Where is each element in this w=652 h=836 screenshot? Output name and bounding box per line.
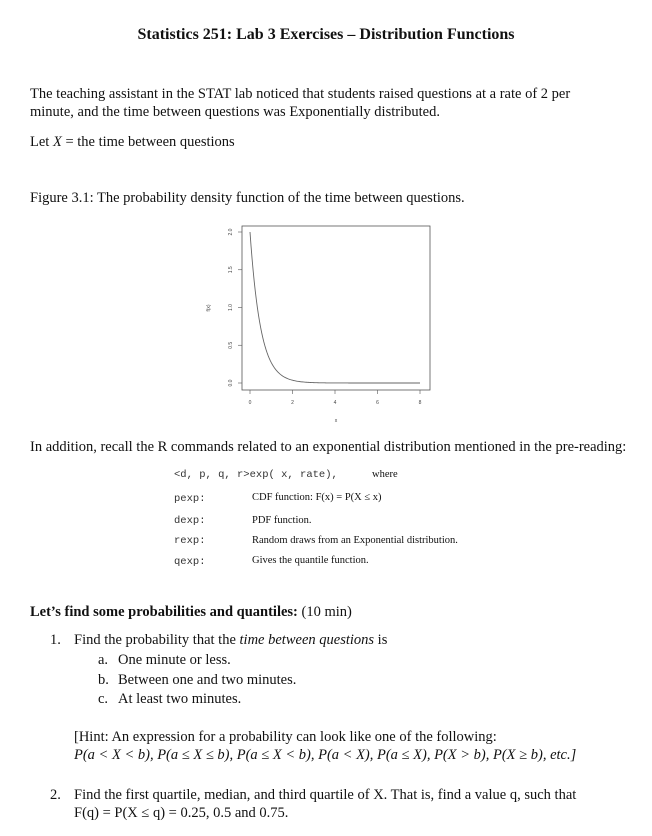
q1b-label: b. bbox=[98, 672, 109, 688]
recall-text: In addition, recall the R commands related to an exponential distribution mentioned in the pre-reading: bbox=[30, 439, 627, 455]
x-tick-label: 6 bbox=[376, 400, 379, 406]
hint-line-2: P(a < X < b), P(a ≤ X ≤ b), P(a ≤ X < b), P(a < X), P(a ≤ X), P(X > b), P(X ≥ b), etc.] bbox=[74, 747, 577, 763]
y-tick-label: 0.0 bbox=[228, 379, 234, 387]
q2-line-1: Find the first quartile, median, and third quartile of X. That is, find a value q, such that bbox=[74, 787, 577, 803]
r-syntax: <d, p, q, r>exp( x, rate), bbox=[174, 469, 338, 481]
cmd-rexp: rexp: bbox=[174, 535, 206, 547]
q1a-text: One minute or less. bbox=[118, 652, 231, 668]
let-definition bbox=[30, 134, 235, 151]
y-axis-ticks bbox=[228, 228, 242, 386]
y-tick-label: 0.5 bbox=[228, 341, 234, 349]
cmd-pexp: pexp: bbox=[174, 493, 206, 505]
q2-number: 2. bbox=[50, 787, 61, 803]
q2-line-2: F(q) = P(X ≤ q) = 0.25, 0.5 and 0.75. bbox=[74, 805, 289, 821]
desc-pexp: CDF function: F(x) = P(X ≤ x) bbox=[252, 492, 382, 503]
desc-rexp: Random draws from an Exponential distribution. bbox=[252, 535, 458, 546]
section-heading bbox=[30, 604, 352, 621]
q1-text-post: is bbox=[374, 632, 388, 648]
q1c-label: c. bbox=[98, 691, 109, 707]
pdf-chart bbox=[190, 218, 440, 433]
hint-line-1: [Hint: An expression for a probability can look like one of the following: bbox=[74, 729, 497, 745]
y-tick-label: 1.0 bbox=[228, 304, 234, 311]
section-time: (10 min) bbox=[297, 604, 352, 620]
x-tick-label: 0 bbox=[248, 400, 252, 406]
cmd-dexp: dexp: bbox=[174, 515, 206, 527]
x-tick-label: 4 bbox=[333, 400, 337, 406]
x-axis-ticks bbox=[249, 390, 422, 406]
let-variable: X bbox=[52, 134, 62, 150]
r-where: where bbox=[372, 469, 398, 480]
let-prefix: Let bbox=[30, 134, 53, 150]
cmd-qexp: qexp: bbox=[174, 556, 206, 568]
x-tick-label: 2 bbox=[291, 400, 294, 406]
figure-caption: Figure 3.1: The probability density function of the time between questions. bbox=[30, 190, 465, 206]
pdf-curve bbox=[250, 232, 420, 383]
y-axis-label: f(x) bbox=[206, 304, 212, 312]
x-tick-label: 8 bbox=[418, 400, 422, 406]
intro-line-2: minute, and the time between questions was Exponentially distributed. bbox=[30, 104, 440, 120]
y-tick-label: 2.0 bbox=[228, 228, 234, 236]
let-rest: = the time between questions bbox=[61, 134, 235, 150]
page-title: Statistics 251: Lab 3 Exercises – Distribution Functions bbox=[137, 26, 515, 43]
plot-frame bbox=[242, 226, 430, 390]
q1a-label: a. bbox=[98, 652, 109, 668]
q1b-text: Between one and two minutes. bbox=[118, 672, 297, 688]
q1-text-italic: time between questions bbox=[239, 632, 375, 648]
q1-text-pre: Find the probability that the bbox=[74, 632, 240, 648]
y-tick-label: 1.5 bbox=[228, 266, 234, 274]
desc-dexp: PDF function. bbox=[252, 515, 312, 526]
intro-line-1: The teaching assistant in the STAT lab noticed that students raised questions at a rate of 2 per bbox=[30, 86, 571, 102]
q1c-text: At least two minutes. bbox=[118, 691, 242, 707]
x-axis-label: x bbox=[334, 418, 338, 424]
section-heading-text: Let’s find some probabilities and quantiles: bbox=[30, 604, 298, 620]
q1-number: 1. bbox=[50, 632, 61, 648]
q1-text bbox=[74, 632, 387, 649]
desc-qexp: Gives the quantile function. bbox=[252, 555, 369, 566]
